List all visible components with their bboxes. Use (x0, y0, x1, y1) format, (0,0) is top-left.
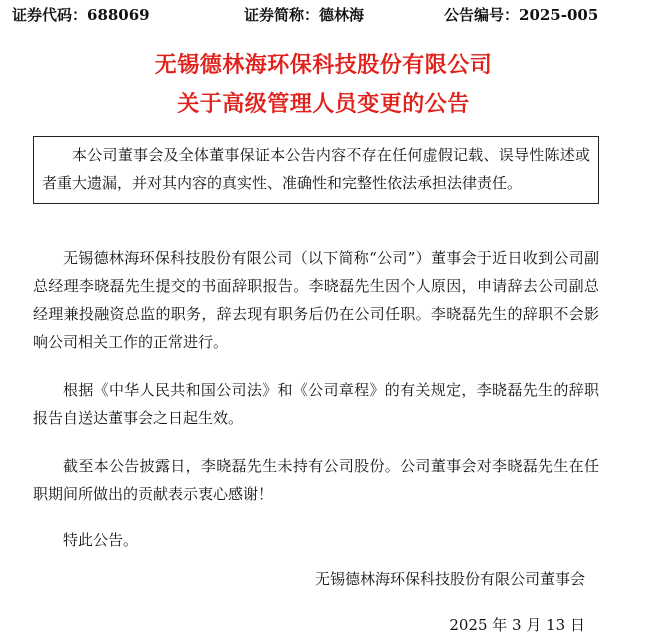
paragraph-resignation: 无锡德林海环保科技股份有限公司（以下简称“公司”）董事会于近日收到公司副总经理李晓磊先生提交的书面辞职报告。李晓磊先生因个人原因，申请辞去公司副总经理兼投融资总监的职务，辞去现有职务后仍在公司任职。李晓磊先生的辞职不会影响公司相关工作的正常进行。 (33, 249, 599, 351)
paragraph-closing: 特此公告。 (63, 531, 139, 549)
security-short-name: 证券简称：德林海 (244, 6, 365, 24)
paragraph-legal-basis: 根据《中华人民共和国公司法》和《公司章程》的有关规定，李晓磊先生的辞职报告自送达董事会之日起生效。 (33, 381, 599, 427)
announcement-title: 关于高级管理人员变更的公告 (177, 91, 470, 117)
document-header (0, 4, 647, 26)
announcement-date: 2025 年 3 月 13 日 (449, 616, 585, 634)
disclaimer-text: 本公司董事会及全体董事保证本公告内容不存在任何虚假记载、误导性陈述或者重大遗漏，并对其内容的真实性、准确性和完整性依法承担法律责任。 (42, 146, 590, 192)
announcement-number: 公告编号：2025-005 (444, 6, 599, 24)
disclaimer-box (33, 136, 599, 204)
paragraph-shareholding: 截至本公告披露日，李晓磊先生未持有公司股份。公司董事会对李晓磊先生在任职期间所做出的贡献表示衷心感谢！ (33, 457, 599, 503)
signature: 无锡德林海环保科技股份有限公司董事会 (314, 570, 585, 588)
security-code: 证券代码：688069 (12, 6, 150, 24)
company-title: 无锡德林海环保科技股份有限公司 (154, 52, 493, 78)
